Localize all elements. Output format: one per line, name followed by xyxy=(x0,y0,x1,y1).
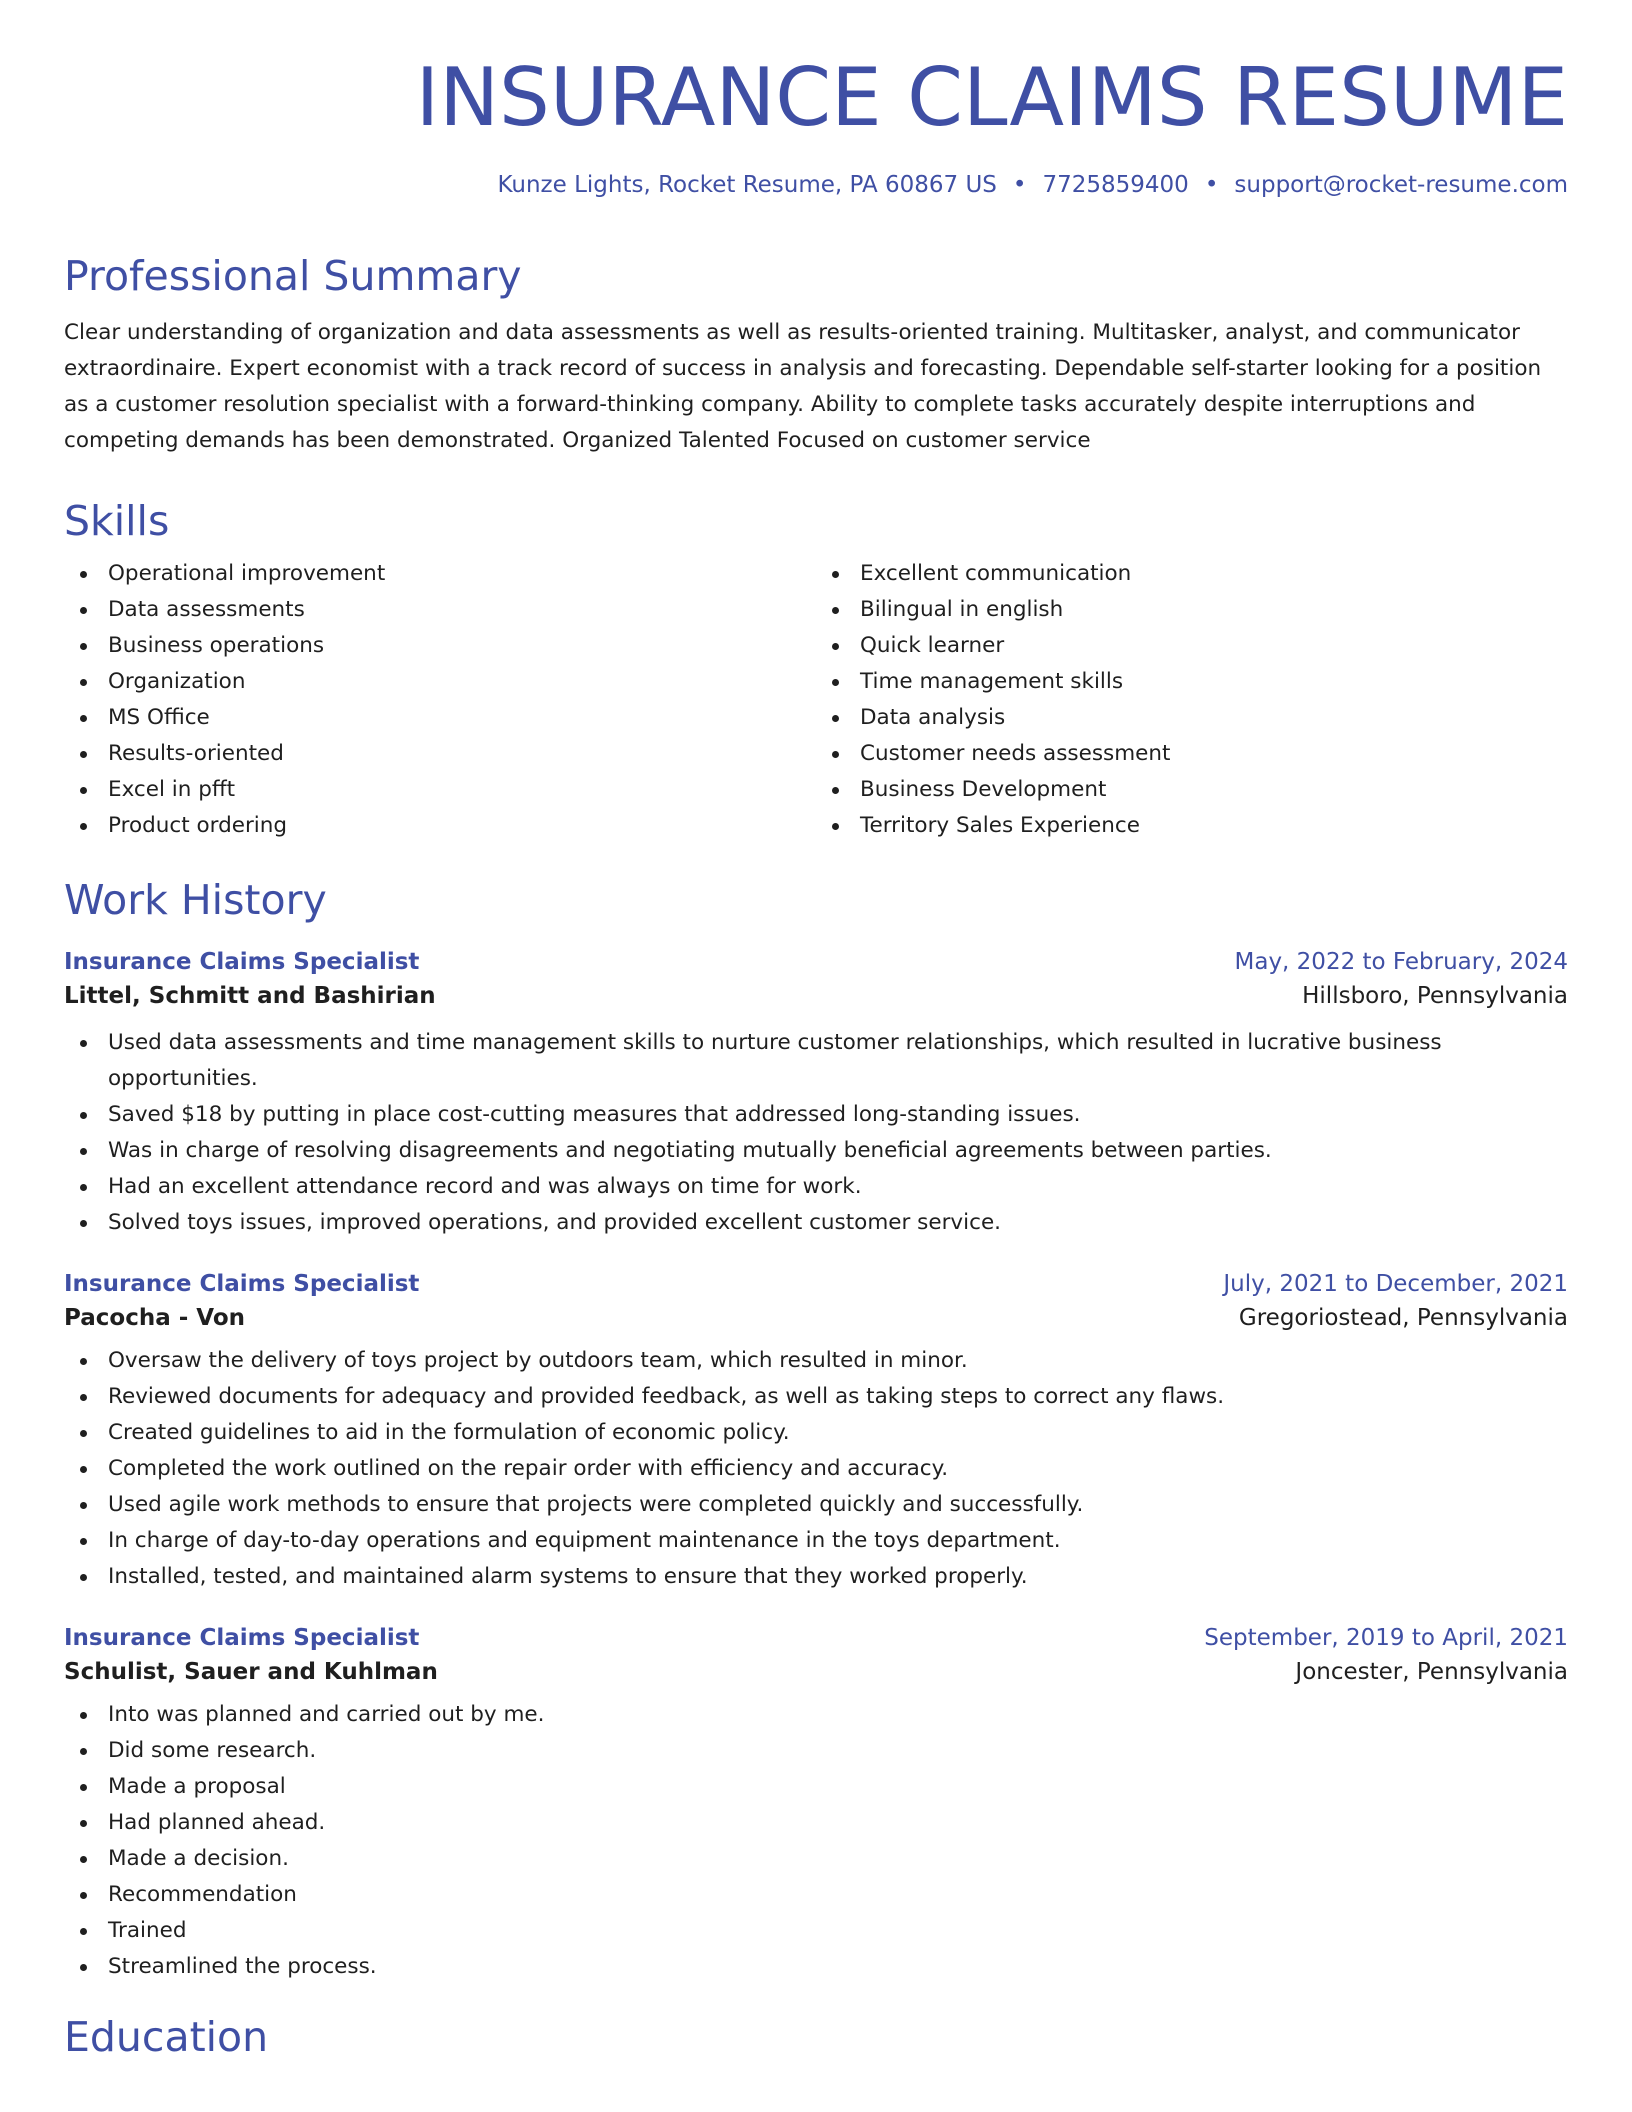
job-duties-list xyxy=(64,1697,1568,1985)
job-title: Insurance Claims Specialist xyxy=(64,1625,420,1651)
skill-item: Data assessments xyxy=(64,592,816,628)
list-item: Recommendation xyxy=(64,1877,1568,1913)
list-item: Completed the work outlined on the repair order with efficiency and accuracy. xyxy=(64,1451,1568,1487)
contact-address: Kunze Lights, Rocket Resume, PA 60867 US xyxy=(497,172,997,198)
list-item: Created guidelines to aid in the formulation of economic policy. xyxy=(64,1415,1568,1451)
skill-item: Business operations xyxy=(64,628,816,664)
job-header-row xyxy=(64,949,1568,975)
contact-separator: • xyxy=(1012,172,1027,198)
contact-line xyxy=(64,170,1568,200)
section-title-summary: Professional Summary xyxy=(64,252,522,300)
list-item: Had an excellent attendance record and was always on time for work. xyxy=(64,1169,1568,1205)
list-item: Solved toys issues, improved operations, and provided excellent customer service. xyxy=(64,1205,1568,1241)
job-duties-list xyxy=(64,1025,1568,1241)
list-item: In charge of day-to-day operations and equipment maintenance in the toys department. xyxy=(64,1523,1568,1559)
skills-column-left xyxy=(64,556,816,844)
list-item: Installed, tested, and maintained alarm systems to ensure that they worked properly. xyxy=(64,1559,1568,1595)
job-dates: July, 2021 to December, 2021 xyxy=(1223,1271,1568,1297)
skills-list xyxy=(64,556,1568,844)
contact-phone: 7725859400 xyxy=(1042,172,1189,198)
job-dates: September, 2019 to April, 2021 xyxy=(1204,1625,1568,1651)
list-item: Had planned ahead. xyxy=(64,1805,1568,1841)
skill-item: Data analysis xyxy=(816,700,1568,736)
job-dates: May, 2022 to February, 2024 xyxy=(1234,949,1568,975)
skill-item: Organization xyxy=(64,664,816,700)
summary-text: Clear understanding of organization and data assessments as well as results-oriented training. Multitasker, analyst, and communicator extraordinaire. Expert economist with a track record of success in analysis and forecasting. Dependable self-starter looking for a position as a customer resolution specialist with a forward-thinking company. Ability to complete tasks accurately despite interruptions and competing demands has been demonstrated. Organized Talented Focused on customer service xyxy=(64,320,1542,453)
skill-item: Territory Sales Experience xyxy=(816,808,1568,844)
job-header-row xyxy=(64,1271,1568,1297)
skill-item: Customer needs assessment xyxy=(816,736,1568,772)
job-entry xyxy=(64,949,1568,1241)
list-item: Reviewed documents for adequacy and provided feedback, as well as taking steps to correct any flaws. xyxy=(64,1379,1568,1415)
job-header-row xyxy=(64,1625,1568,1651)
skill-item: Time management skills xyxy=(816,664,1568,700)
job-location: Joncester, Pennsylvania xyxy=(1295,1659,1568,1685)
skill-item: Business Development xyxy=(816,772,1568,808)
resume-title: INSURANCE CLAIMS RESUME xyxy=(415,51,1568,144)
contact-email[interactable]: support@rocket-resume.com xyxy=(1234,172,1568,198)
list-item: Into was planned and carried out by me. xyxy=(64,1697,1568,1733)
job-company-row xyxy=(64,983,1568,1009)
skill-item: Quick learner xyxy=(816,628,1568,664)
section-title-skills: Skills xyxy=(64,497,170,545)
job-company: Pacocha - Von xyxy=(64,1305,246,1331)
job-duties-list xyxy=(64,1343,1568,1595)
list-item: Saved $18 by putting in place cost-cutting measures that addressed long-standing issues. xyxy=(64,1097,1568,1133)
job-company: Schulist, Sauer and Kuhlman xyxy=(64,1659,438,1685)
job-company: Littel, Schmitt and Bashirian xyxy=(64,983,436,1009)
job-title: Insurance Claims Specialist xyxy=(64,949,420,975)
list-item: Made a decision. xyxy=(64,1841,1568,1877)
list-item: Made a proposal xyxy=(64,1769,1568,1805)
skill-item: Bilingual in english xyxy=(816,592,1568,628)
job-company-row xyxy=(64,1305,1568,1331)
list-item: Used agile work methods to ensure that projects were completed quickly and successfully. xyxy=(64,1487,1568,1523)
resume-page xyxy=(64,0,1568,2061)
list-item: Trained xyxy=(64,1913,1568,1949)
skills-column-right xyxy=(816,556,1568,844)
job-location: Gregoriostead, Pennsylvania xyxy=(1238,1305,1568,1331)
skill-item: Excel in pfft xyxy=(64,772,816,808)
job-company-row xyxy=(64,1659,1568,1685)
job-location: Hillsboro, Pennsylvania xyxy=(1302,983,1568,1009)
skill-item: MS Office xyxy=(64,700,816,736)
section-title-work-history: Work History xyxy=(64,876,327,924)
skill-item: Operational improvement xyxy=(64,556,816,592)
job-title: Insurance Claims Specialist xyxy=(64,1271,420,1297)
job-entry xyxy=(64,1625,1568,1985)
list-item: Used data assessments and time management skills to nurture customer relationships, which resulted in lucrative business opportunities. xyxy=(64,1025,1568,1097)
list-item: Oversaw the delivery of toys project by outdoors team, which resulted in minor. xyxy=(64,1343,1568,1379)
job-entry xyxy=(64,1271,1568,1595)
skill-item: Excellent communication xyxy=(816,556,1568,592)
section-title-education: Education xyxy=(64,2013,269,2061)
list-item: Streamlined the process. xyxy=(64,1949,1568,1985)
skill-item: Product ordering xyxy=(64,808,816,844)
contact-separator: • xyxy=(1204,172,1219,198)
skill-item: Results-oriented xyxy=(64,736,816,772)
list-item: Was in charge of resolving disagreements and negotiating mutually beneficial agreements between parties. xyxy=(64,1133,1568,1169)
list-item: Did some research. xyxy=(64,1733,1568,1769)
